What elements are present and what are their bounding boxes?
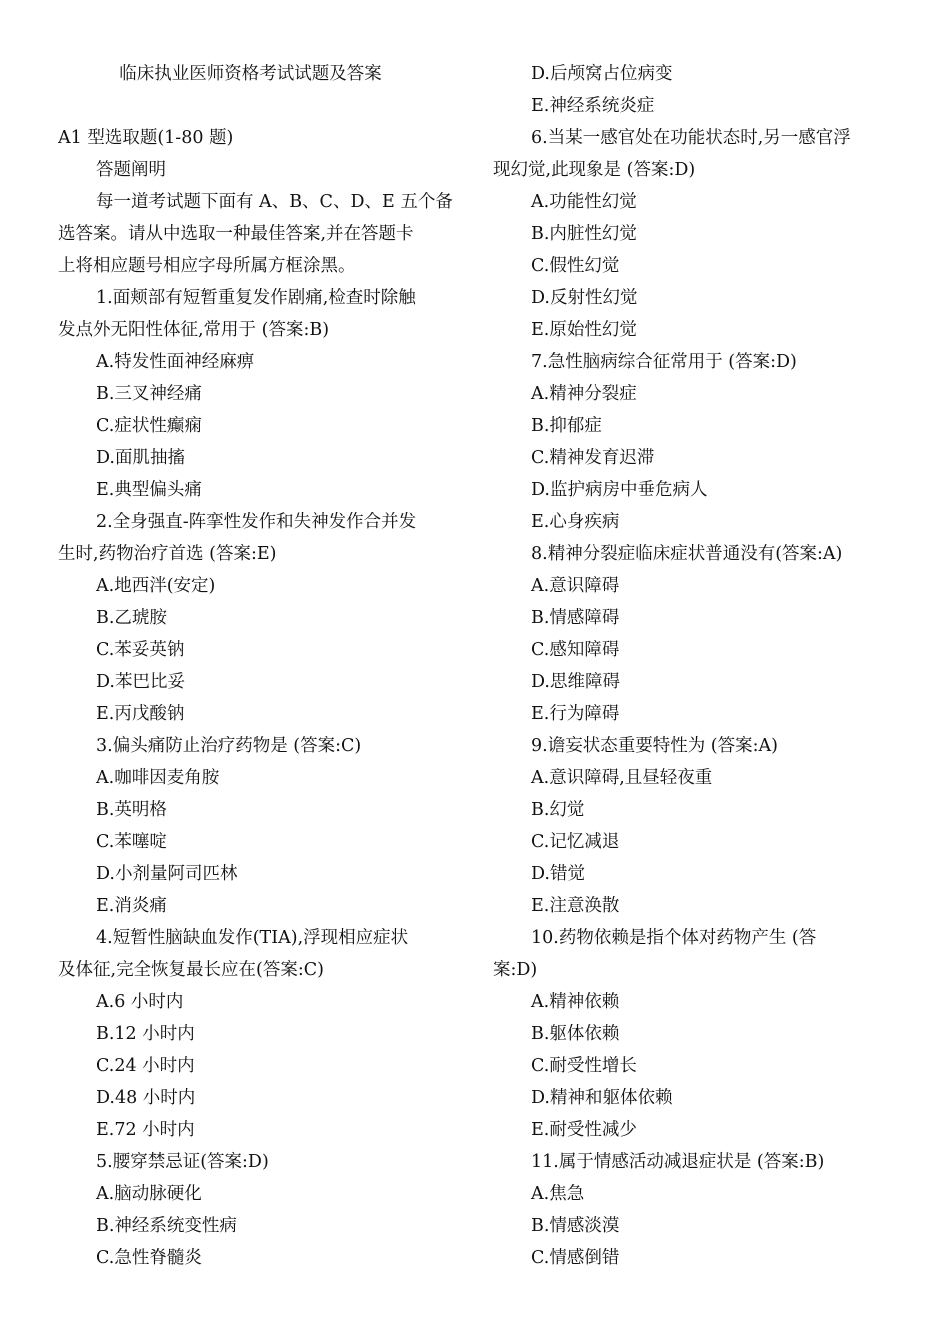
answer-option: B.情感淡漠 <box>531 1216 620 1236</box>
answer-option: D.精神和躯体依赖 <box>531 1088 673 1108</box>
answer-option: E.典型偏头痛 <box>96 480 202 500</box>
answer-option: A.地西泮(安定) <box>96 576 216 596</box>
answer-option: E.神经系统炎症 <box>531 96 655 116</box>
answer-option: C.苯噻啶 <box>96 832 167 852</box>
question-stem: 10.药物依赖是指个体对药物产生 (答 <box>531 928 817 948</box>
answer-option: C.症状性癫痫 <box>96 416 202 436</box>
question-stem: 11.属于情感活动减退症状是 (答案:B) <box>531 1152 825 1172</box>
answer-option: D.错觉 <box>531 864 585 884</box>
answer-option: B.乙琥胺 <box>96 608 167 628</box>
right-column <box>493 58 898 1274</box>
text-line: 及体征,完全恢复最长应在(答案:C) <box>58 960 325 980</box>
text-line: 每一道考试题下面有 A、B、C、D、E 五个备 <box>96 192 453 212</box>
answer-option: C.精神发育迟滞 <box>531 448 655 468</box>
answer-option: A.意识障碍,且昼轻夜重 <box>531 768 713 788</box>
answer-option: D.反射性幻觉 <box>531 288 638 308</box>
answer-option: A.功能性幻觉 <box>531 192 637 212</box>
answer-option: E.丙戊酸钠 <box>96 704 185 724</box>
question-stem: 9.谵妄状态重要特性为 (答案:A) <box>531 736 778 756</box>
answer-option: B.英明格 <box>96 800 167 820</box>
answer-option: C.感知障碍 <box>531 640 620 660</box>
question-stem: 6.当某一感官处在功能状态时,另一感官浮 <box>531 128 851 148</box>
text-line: 现幻觉,此现象是 (答案:D) <box>493 160 696 180</box>
answer-option: B.三叉神经痛 <box>96 384 202 404</box>
answer-option: D.苯巴比妥 <box>96 672 185 692</box>
answer-option: A.意识障碍 <box>531 576 620 596</box>
answer-option: A.焦急 <box>531 1184 585 1204</box>
answer-option: B.神经系统变性病 <box>96 1216 237 1236</box>
question-stem: 7.急性脑病综合征常用于 (答案:D) <box>531 352 797 372</box>
answer-option: A.咖啡因麦角胺 <box>96 768 220 788</box>
text-line: 生时,药物治疗首选 (答案:E) <box>58 544 277 564</box>
answer-option: C.急性脊髓炎 <box>96 1248 202 1268</box>
answer-option: C.情感倒错 <box>531 1248 620 1268</box>
answer-option: D.监护病房中垂危病人 <box>531 480 708 500</box>
answer-option: B.情感障碍 <box>531 608 620 628</box>
question-stem: 1.面颊部有短暂重复发作剧痛,检查时除触 <box>96 288 416 308</box>
text-line: 案:D) <box>493 960 538 980</box>
answer-option: B.12 小时内 <box>96 1024 195 1044</box>
answer-option: C.假性幻觉 <box>531 256 620 276</box>
answer-option: B.内脏性幻觉 <box>531 224 637 244</box>
text-line: 上将相应题号相应字母所属方框涂黑。 <box>58 256 356 276</box>
text-line: 选答案。请从中选取一种最佳答案,并在答题卡 <box>58 224 414 244</box>
answer-option: B.躯体依赖 <box>531 1024 620 1044</box>
left-column <box>58 58 463 1274</box>
answer-option: D.48 小时内 <box>96 1088 196 1108</box>
answer-option: D.思维障碍 <box>531 672 620 692</box>
answer-option: B.幻觉 <box>531 800 585 820</box>
answer-option: E.消炎痛 <box>96 896 167 916</box>
answer-option: E.心身疾病 <box>531 512 620 532</box>
answer-option: B.抑郁症 <box>531 416 602 436</box>
answer-option: E.行为障碍 <box>531 704 620 724</box>
answer-option: E.耐受性减少 <box>531 1120 637 1140</box>
question-stem: 2.全身强直-阵挛性发作和失神发作合并发 <box>96 512 417 532</box>
document-title: 临床执业医师资格考试试题及答案 <box>119 64 382 84</box>
blank-line <box>58 90 463 122</box>
answer-option: D.小剂量阿司匹林 <box>96 864 238 884</box>
answer-option: A.精神分裂症 <box>531 384 637 404</box>
answer-option: C.记忆减退 <box>531 832 620 852</box>
answer-option: E.72 小时内 <box>96 1120 195 1140</box>
question-stem: 8.精神分裂症临床症状普通没有(答案:A) <box>531 544 843 564</box>
answer-option: E.注意涣散 <box>531 896 620 916</box>
answer-option: C.24 小时内 <box>96 1056 195 1076</box>
answer-option: A.脑动脉硬化 <box>96 1184 202 1204</box>
answer-option: E.原始性幻觉 <box>531 320 637 340</box>
question-stem: 3.偏头痛防止治疗药物是 (答案:C) <box>96 736 362 756</box>
answer-option: A.6 小时内 <box>96 992 184 1012</box>
answer-option: D.面肌抽搐 <box>96 448 185 468</box>
answer-option: C.苯妥英钠 <box>96 640 185 660</box>
answer-option: A.特发性面神经麻痹 <box>96 352 255 372</box>
question-stem: 4.短暂性脑缺血发作(TIA),浮现相应症状 <box>96 928 409 948</box>
answer-option: C.耐受性增长 <box>531 1056 637 1076</box>
question-stem: 5.腰穿禁忌证(答案:D) <box>96 1152 269 1172</box>
answer-option: A.精神依赖 <box>531 992 620 1012</box>
text-line: A1 型选取题(1-80 题) <box>58 128 234 148</box>
text-line: 答题阐明 <box>96 160 166 180</box>
text-line: 发点外无阳性体征,常用于 (答案:B) <box>58 320 330 340</box>
answer-option: D.后颅窝占位病变 <box>531 64 673 84</box>
